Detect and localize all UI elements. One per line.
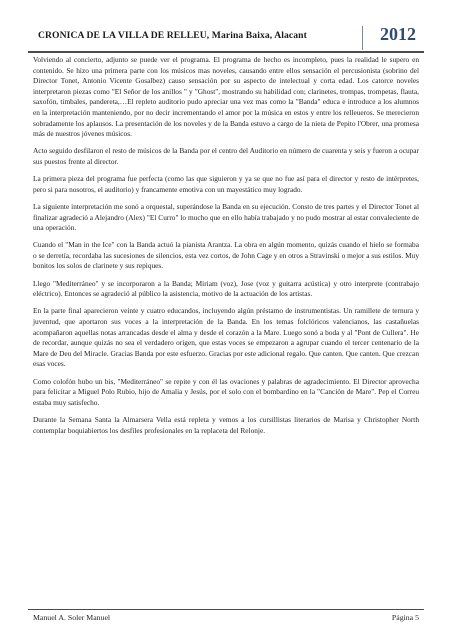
body-text [33, 55, 419, 443]
header-title: CRONICA DE LA VILLA DE RELLEU, Marina Baixa, Alacant [38, 30, 307, 41]
footer-page-number: Página 5 [391, 613, 419, 622]
paragraph: Cuando el "Man in the Ice" con la Banda actuó la pianista Arantza. La obra en algún momento, quizás cuando el hielo se formaba o se derretía, recordaba las sucesiones de silencios, esta vez cortos, de John Cage y en otros a Stravinski o mejor a sus estilos. Muy bonitos los solos de clarinete y sus repiques. [33, 240, 419, 271]
paragraph: Como colofón hubo un bis, "Mediterráneo" se repite y con él las ovaciones y palabras de agradecimiento. El Director aprovecha para felicitar a Miguel Polo Rubio, hijo de Amalia y Jesús, por el solo con el bombardino en la "Canción de Mare". Pep el Correu estaba muy satisfecho. [33, 376, 419, 407]
header-year: 2012 [380, 24, 416, 44]
paragraph: La siguiente interpretación me sonó a orquestal, superándose la Banda en su ejecución. Consto de tres partes y el Director Tonet al finalizar agradeció a Alejandro (Alex) "El Curro" lo mucho que en ello había trabajado y no pudo mostrar al estar convaleciente de una operación. [33, 201, 419, 233]
paragraph: Durante la Semana Santa la Almarsera Vella está repleta y vemos a los cursillistas literarios de Marisa y Christopher North contemplar boquiabiertos los desfiles profesionales en la replaceta del Relonje. [33, 414, 419, 435]
footer-rule [28, 609, 424, 610]
paragraph: Llego "Mediterráneo" y se incorporaron a la Banda; Miriam (voz), Jose (voz y guitarra acústica) y otro interprete (contrabajo eléctrico). Entonces se agradeció al público la asistencia, motivo de la actuación de los artistas. [33, 278, 419, 299]
paragraph: En la parte final aparecieron veinte y cuatro educandos, incluyendo algún préstamo de instrumentistas. Un ramillete de ternura y juventud, que aportaron sus voces a la interpretación de la Banda. En los temas folclóricos valencianos, las castañuelas acompañaron aquellas notas arrancadas desde el alma y desde el corazón a la Mare. Luego sonó a boda y al "Pont de Cullera". He de recordar, aunque quizás no sea el verdadero origen, que estas voces se empezaron a agrupar cuando el tercer centenario de la Mare de Deu del Miracle. Gracias Banda por este esfuerzo. Gracias por este adicional regalo. Que canten. Que canten. Que crezcan esas voces. [33, 306, 419, 369]
paragraph: Acto seguido desfilaron el resto de músicos de la Banda por el centro del Auditorio en número de cuarenta y seis y fueron a ocupar sus puestos frente al director. [33, 146, 419, 166]
page-header [32, 24, 420, 50]
header-separator [362, 26, 363, 50]
footer-author: Manuel A. Soler Manuel [33, 613, 111, 622]
paragraph: La primera pieza del programa fue perfecta (como las que siguieron y ya se que no fue así para el director y resto de intérpretes, pero si para nosotros, el auditorio) y francamente emotiva con un mayestático muy logrado. [33, 174, 419, 194]
header-rule [28, 51, 424, 53]
paragraph: Volviendo al concierto, adjunto se puede ver el programa. El programa de hecho es incompleto, pues la realidad le supero en contenido. Se hizo una primera parte con los músicos mas noveles, causando entre ellos sensación el percusionista (sobrino del Director Tonet, Antonio Vicente Gosalbez) causo sensación por su aspecto de intelectual y corta edad. Los catorce noveles interpretaron piezas como "El Señor de los anillos " y "Ghost", mostrando su habilidad con; clarinetes, trompas, trompetas, flauta, saxofón, timbales, pandereta,…El repleto auditorio pudo apreciar una vez mas como la "Banda" educa e introduce a los alumnos en la interpretación manteniendo, por no decir incrementando el amor por la música en estos y entre los relleueros. Se merecieron sobradamente los aplausos. La presentación de los noveles y de la Banda estuvo a cargo de la nieta de Pepito l'Obrer, una promesa más de nuestros jóvenes músicos. [33, 55, 419, 139]
